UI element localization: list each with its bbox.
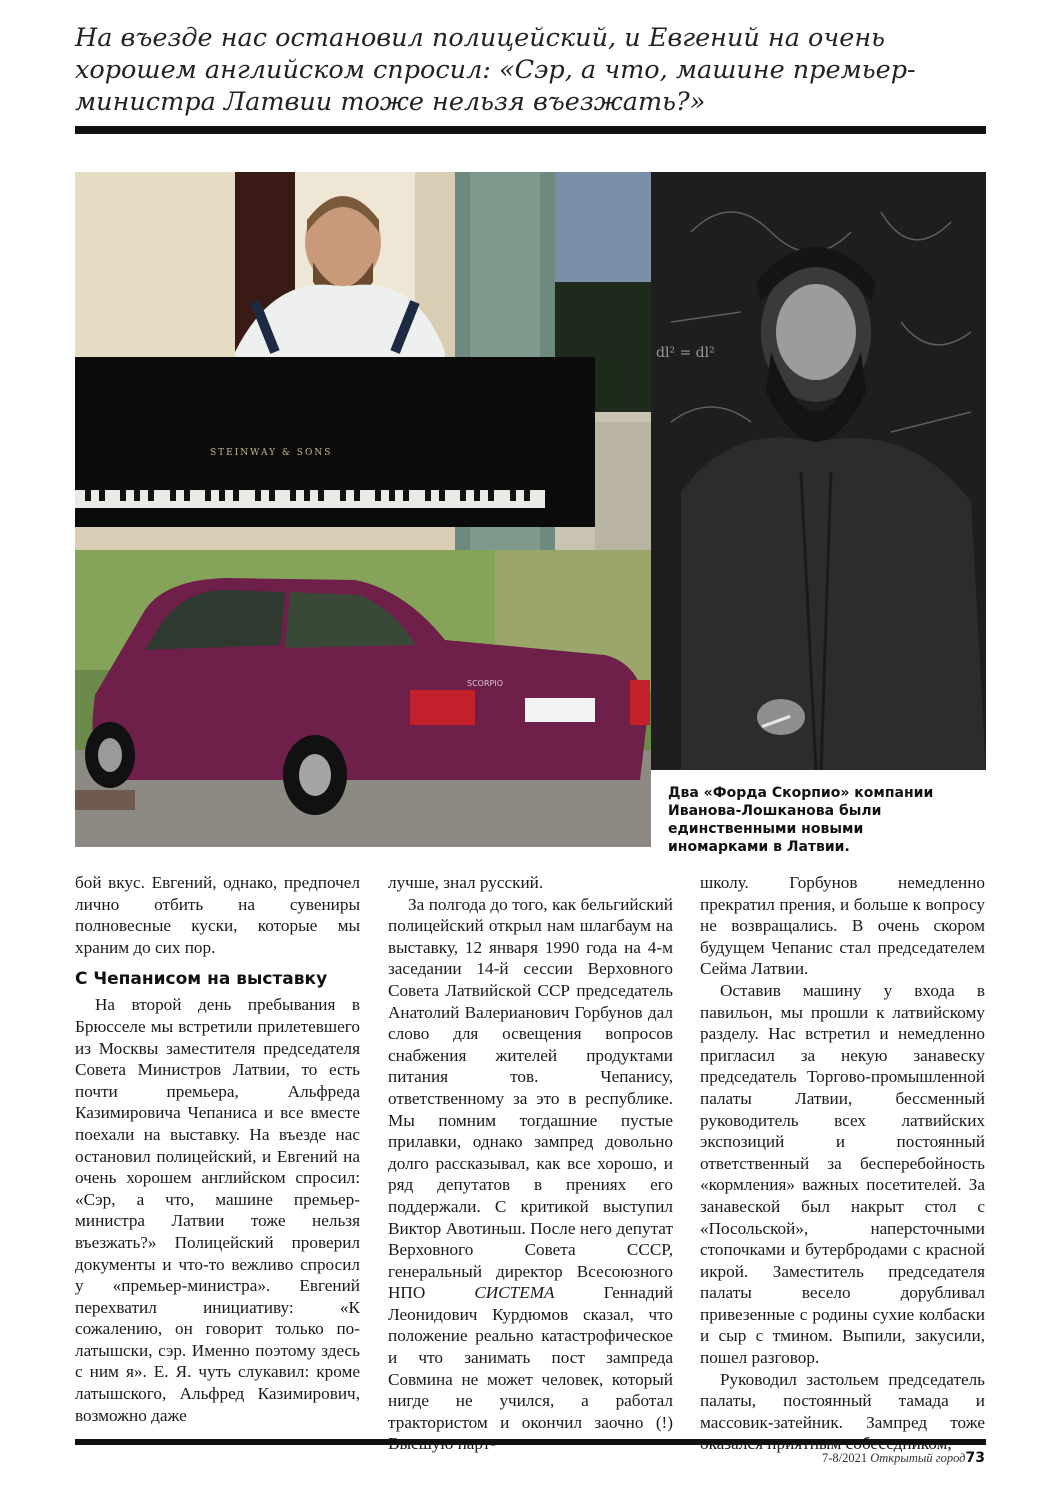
- col3-paragraph-1: Оставив машину у входа в павильон, мы прошли к латвийскому разделу. Нас встретил и немедленно пригласил за некую занавеску председатель Торгово-промышленной палаты Латвии, бессменный руководитель всех латвийских экспозиций и постоянный ответственный за бесперебойность «кормления» важных посетителей. За занавеской был накрыт стол с «Посольской», наперсточными стопочками и бутербродами с красной икрой. Заместитель председателя палаты весело дорубливал привезенные с родины сухие колбаски и сыр с тмином. Выпили, закусили, пошел разговор.: [700, 980, 985, 1368]
- photo-piano: [75, 172, 651, 550]
- page-footer: [822, 1450, 985, 1466]
- svg-text:dl² = dl²: dl² = dl²: [656, 345, 715, 361]
- page-number: 73: [965, 1450, 985, 1466]
- col2-paragraph-1: [388, 894, 673, 1455]
- photo-car: [75, 550, 651, 847]
- photo-caption: Два «Форда Скорпио» компании Иванова-Лошканова были единственными новыми иномарками в Латвии.: [668, 785, 934, 855]
- footer-issue: 7-8/2021: [821, 1451, 868, 1465]
- text-column-3: [700, 872, 985, 1455]
- col2-p1-italic: СИСТЕМА: [474, 1283, 555, 1303]
- col1-paragraph-0: бой вкус. Евгений, однако, предпочел лично отбить на сувениры полновесные куски, которые мы храним до сих пор.: [75, 873, 360, 957]
- car-badge-text: SCORPIO: [467, 679, 503, 688]
- col3-paragraph-2: Руководил застольем председатель палаты, постоянный тамада и массовик-затейник. Зампред тоже: [700, 1369, 985, 1432]
- piano-brand-text: STEINWAY & SONS: [210, 448, 333, 458]
- col2-p1-end: Геннадий Леонидович Курдюмов сказал, что положение реально катастрофическое и что занимать пост зампреда Совмина не может человек, который нигде не учился, а работал трактористом и окончил заочно (!): [388, 1283, 674, 1432]
- col2-p1-text: За полгода до того, как бельгийский полицейский открыл нам шлагбаум на выставку, 12 января 1990 года на 4-м заседании 14-й сессии Верховного Совета Латвийской ССР председатель Анатолий Валерианович Горбунов дал слово для освещения вопросов снабжения жителей продуктами питания тов. Чепанису, ответственному за это в республике. Мы помним тогдашние пустые прилавки, однако зампред довольно долго рассказывал, как все хорошо, и ряд депутатов в прениях его поддержали. С критикой выступил Виктор Авотиньш. После него депутат Верховного Совета СССР, генеральный директор Всесоюзного НПО: [388, 894, 673, 1303]
- bottom-rule: [75, 1439, 986, 1445]
- col1-paragraph-1: На второй день пребывания в Брюсселе мы встретили прилетевшего из Москвы заместителя председателя Совета Министров Латвии, то есть почти премьера, Альфреда Казимировича Чепаниса и все вместе поехали на выставку. На въезде нас остановил полицейский, и Евгений на очень хорошем английском спросил: «Сэр, а что, машине премьер-министра Латвии тоже нельзя въезжать?» Полицейский проверил документы и что-то вежливо спросил у «премьер-министра». Евгений перехватил инициативу: «К сожалению, он говорит только по-латышски, сэр. Именно поэтому здесь с ним я». Е. Я. чуть слукавил: кроме латышского, Альфред Казимирович, возможно даже: [75, 995, 360, 1425]
- col3-paragraph-0: школу. Горбунов немедленно прекратил прения, и больше к вопросу не возвращались. В очень скором будущем Чепанис стал председателем Сейма Латвии.: [700, 873, 985, 979]
- text-column-2: [388, 872, 673, 1455]
- col2-paragraph-0: лучше, знал русский.: [388, 873, 544, 892]
- photo-portrait: [651, 172, 986, 770]
- text-column-1: [75, 872, 360, 1426]
- section-heading: С Чепанисом на выставку: [75, 969, 328, 990]
- pull-quote: На въезде нас остановил полицейский, и Евгений на очень хорошем английском спросил: «Сэр, а что, машине премьер-министра Латвии тоже нельзя въезжать?»: [75, 23, 916, 117]
- footer-publication: Открытый город: [870, 1451, 966, 1465]
- top-rule: [75, 126, 986, 134]
